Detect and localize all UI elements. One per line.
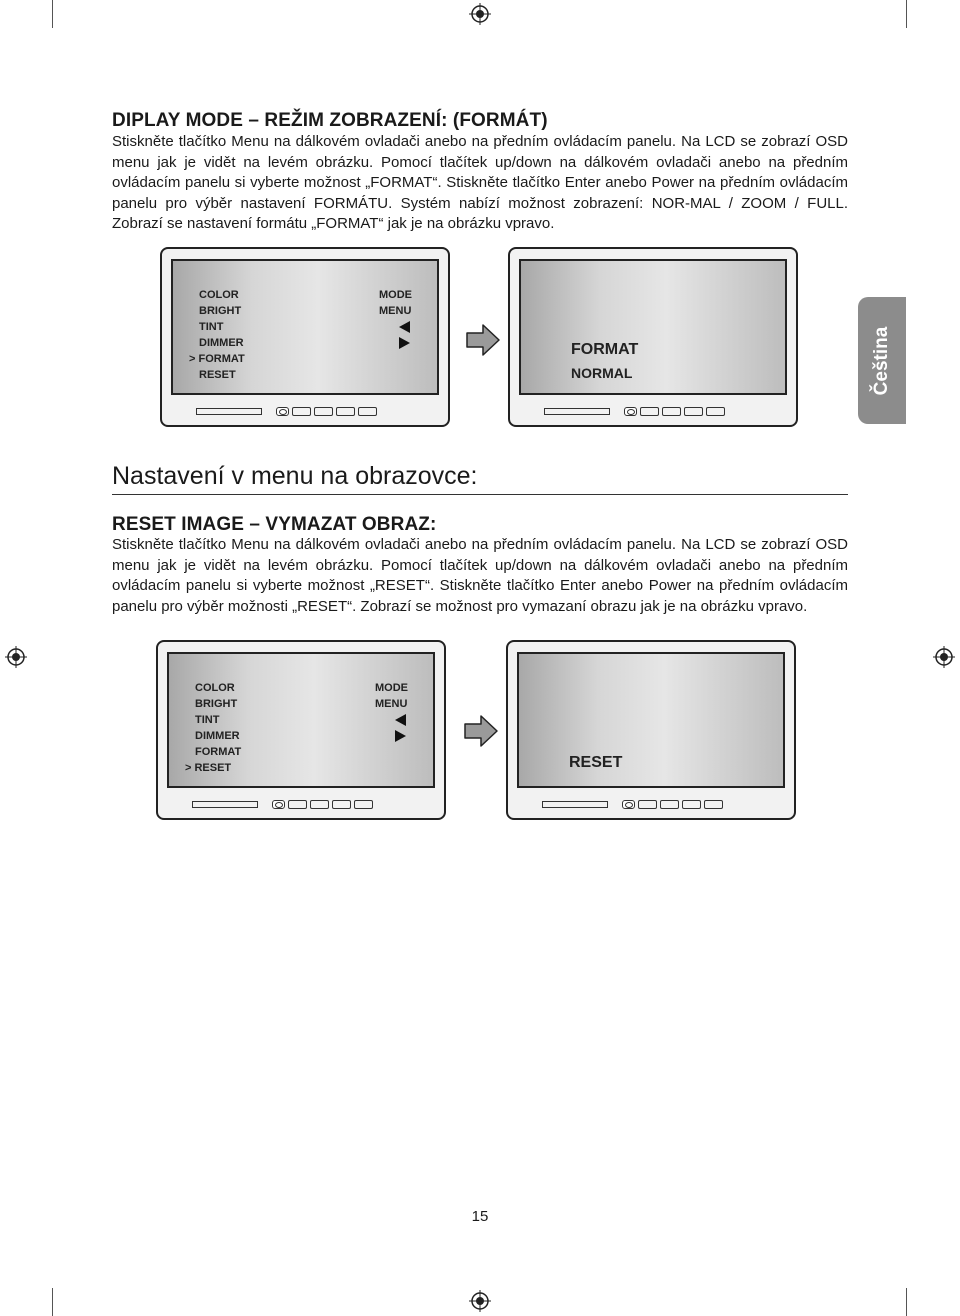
osd-mode-label: MODE xyxy=(375,682,408,694)
bezel-button xyxy=(314,407,333,416)
bezel-button xyxy=(332,800,351,809)
power-button-icon xyxy=(276,407,289,416)
bezel-buttons xyxy=(276,407,377,416)
osd-menu-item-selected: > FORMAT xyxy=(189,353,245,365)
osd-menu-item: RESET xyxy=(199,369,236,381)
disc-slot xyxy=(542,801,608,808)
osd-menu-list xyxy=(185,680,242,776)
monitor-osd-menu xyxy=(160,247,450,427)
osd-mode-label: MODE xyxy=(379,289,412,301)
monitor-reset-setting xyxy=(506,640,796,820)
disc-slot xyxy=(192,801,258,808)
bezel-buttons xyxy=(624,407,725,416)
crop-mark xyxy=(52,1288,53,1316)
triangle-right-icon xyxy=(395,730,406,742)
osd-menu-item-selected: > RESET xyxy=(185,762,232,774)
section-body-reset-image: Stiskněte tlačítko Menu na dálkovém ovladači anebo na předním ovládacím panelu. Na LCD se zobrazí OSD menu jak je vidět na levém obrázku. Pomocí tlačítek up/down na dálkovém ovladači anebo na předním ovládacím panelu si vyberte možnost „RESET“. Stiskněte tlačítko Enter anebo Power na předním ovládacím panelu pro výběr možnosti „RESET“. Zobrazí se možnost pro vymazaní obrazu jak je na obrázku vpravo. xyxy=(112,536,848,615)
bezel-button xyxy=(354,800,373,809)
triangle-right-icon xyxy=(399,337,410,349)
registration-mark-icon xyxy=(469,1290,491,1312)
registration-mark-icon xyxy=(933,646,955,668)
osd-menu-item: BRIGHT xyxy=(195,698,238,710)
power-button-icon xyxy=(622,800,635,809)
arrow-right-icon xyxy=(463,713,499,749)
section-title-reset-image: RESET IMAGE – VYMAZAT OBRAZ: xyxy=(112,514,437,535)
bezel-button xyxy=(684,407,703,416)
arrow-right-icon xyxy=(465,322,501,358)
page-heading: Nastavení v menu na obrazovce: xyxy=(112,462,478,490)
language-tab-label: Čeština xyxy=(871,326,892,395)
osd-menu-right xyxy=(375,680,408,712)
heading-rule xyxy=(112,494,848,495)
crop-mark xyxy=(52,0,53,28)
osd-menu-item: TINT xyxy=(199,321,224,333)
bezel-button xyxy=(638,800,657,809)
bezel-button xyxy=(682,800,701,809)
osd-menu-list xyxy=(189,287,245,383)
power-button-icon xyxy=(272,800,285,809)
section-body-display-mode: Stiskněte tlačítko Menu na dálkovém ovladači anebo na předním ovládacím panelu. Na LCD se zobrazí OSD menu jak je vidět na levém obrázku. Pomocí tlačítek up/down na dálkovém ovladači anebo na předním ovládacím panelu si vyberte možnost „FORMAT“. Stiskněte tlačítko Enter anebo Power na předním ovládacím panelu pro výběr nastavení FORMÁTU. Systém nabízí možnost zobrazení: NOR-MAL / ZOOM / FULL. Zobrazí se nastavení formátu „FORMAT“ jak je na obrázku vpravo. xyxy=(112,133,848,232)
monitor-screen xyxy=(171,259,439,395)
osd-menu-item: COLOR xyxy=(195,682,235,694)
bezel-button xyxy=(662,407,681,416)
section-title-display-mode: DIPLAY MODE – REŽIM ZOBRAZENÍ: (FORMÁT) xyxy=(112,110,548,131)
bezel-button xyxy=(336,407,355,416)
osd-menu-right xyxy=(379,287,412,319)
bezel-buttons xyxy=(622,800,723,809)
osd-menu-item: COLOR xyxy=(199,289,239,301)
language-tab xyxy=(858,297,906,424)
bezel-button xyxy=(704,800,723,809)
triangle-left-icon xyxy=(395,714,406,726)
triangle-left-icon xyxy=(399,321,410,333)
disc-slot xyxy=(544,408,610,415)
screen-format-title: FORMAT xyxy=(571,341,639,358)
osd-menu-item: DIMMER xyxy=(199,337,244,349)
osd-menu-label: MENU xyxy=(375,698,408,710)
disc-slot xyxy=(196,408,262,415)
monitor-format-setting xyxy=(508,247,798,427)
bezel-button xyxy=(706,407,725,416)
monitor-screen xyxy=(517,652,785,788)
osd-menu-label: MENU xyxy=(379,305,412,317)
crop-mark xyxy=(906,1288,907,1316)
monitor-screen xyxy=(167,652,435,788)
osd-menu-item: BRIGHT xyxy=(199,305,242,317)
osd-menu-item: TINT xyxy=(195,714,220,726)
crop-mark xyxy=(906,0,907,28)
page-number: 15 xyxy=(471,1208,489,1225)
power-button-icon xyxy=(624,407,637,416)
monitor-screen xyxy=(519,259,787,395)
bezel-button xyxy=(310,800,329,809)
osd-menu-item: DIMMER xyxy=(195,730,240,742)
bezel-button xyxy=(660,800,679,809)
osd-menu-item: FORMAT xyxy=(195,746,242,758)
registration-mark-icon xyxy=(469,3,491,25)
screen-format-value: NORMAL xyxy=(571,365,633,381)
bezel-buttons xyxy=(272,800,373,809)
bezel-button xyxy=(640,407,659,416)
registration-mark-icon xyxy=(5,646,27,668)
bezel-button xyxy=(288,800,307,809)
monitor-osd-menu xyxy=(156,640,446,820)
bezel-button xyxy=(292,407,311,416)
bezel-button xyxy=(358,407,377,416)
screen-reset-title: RESET xyxy=(569,754,623,771)
